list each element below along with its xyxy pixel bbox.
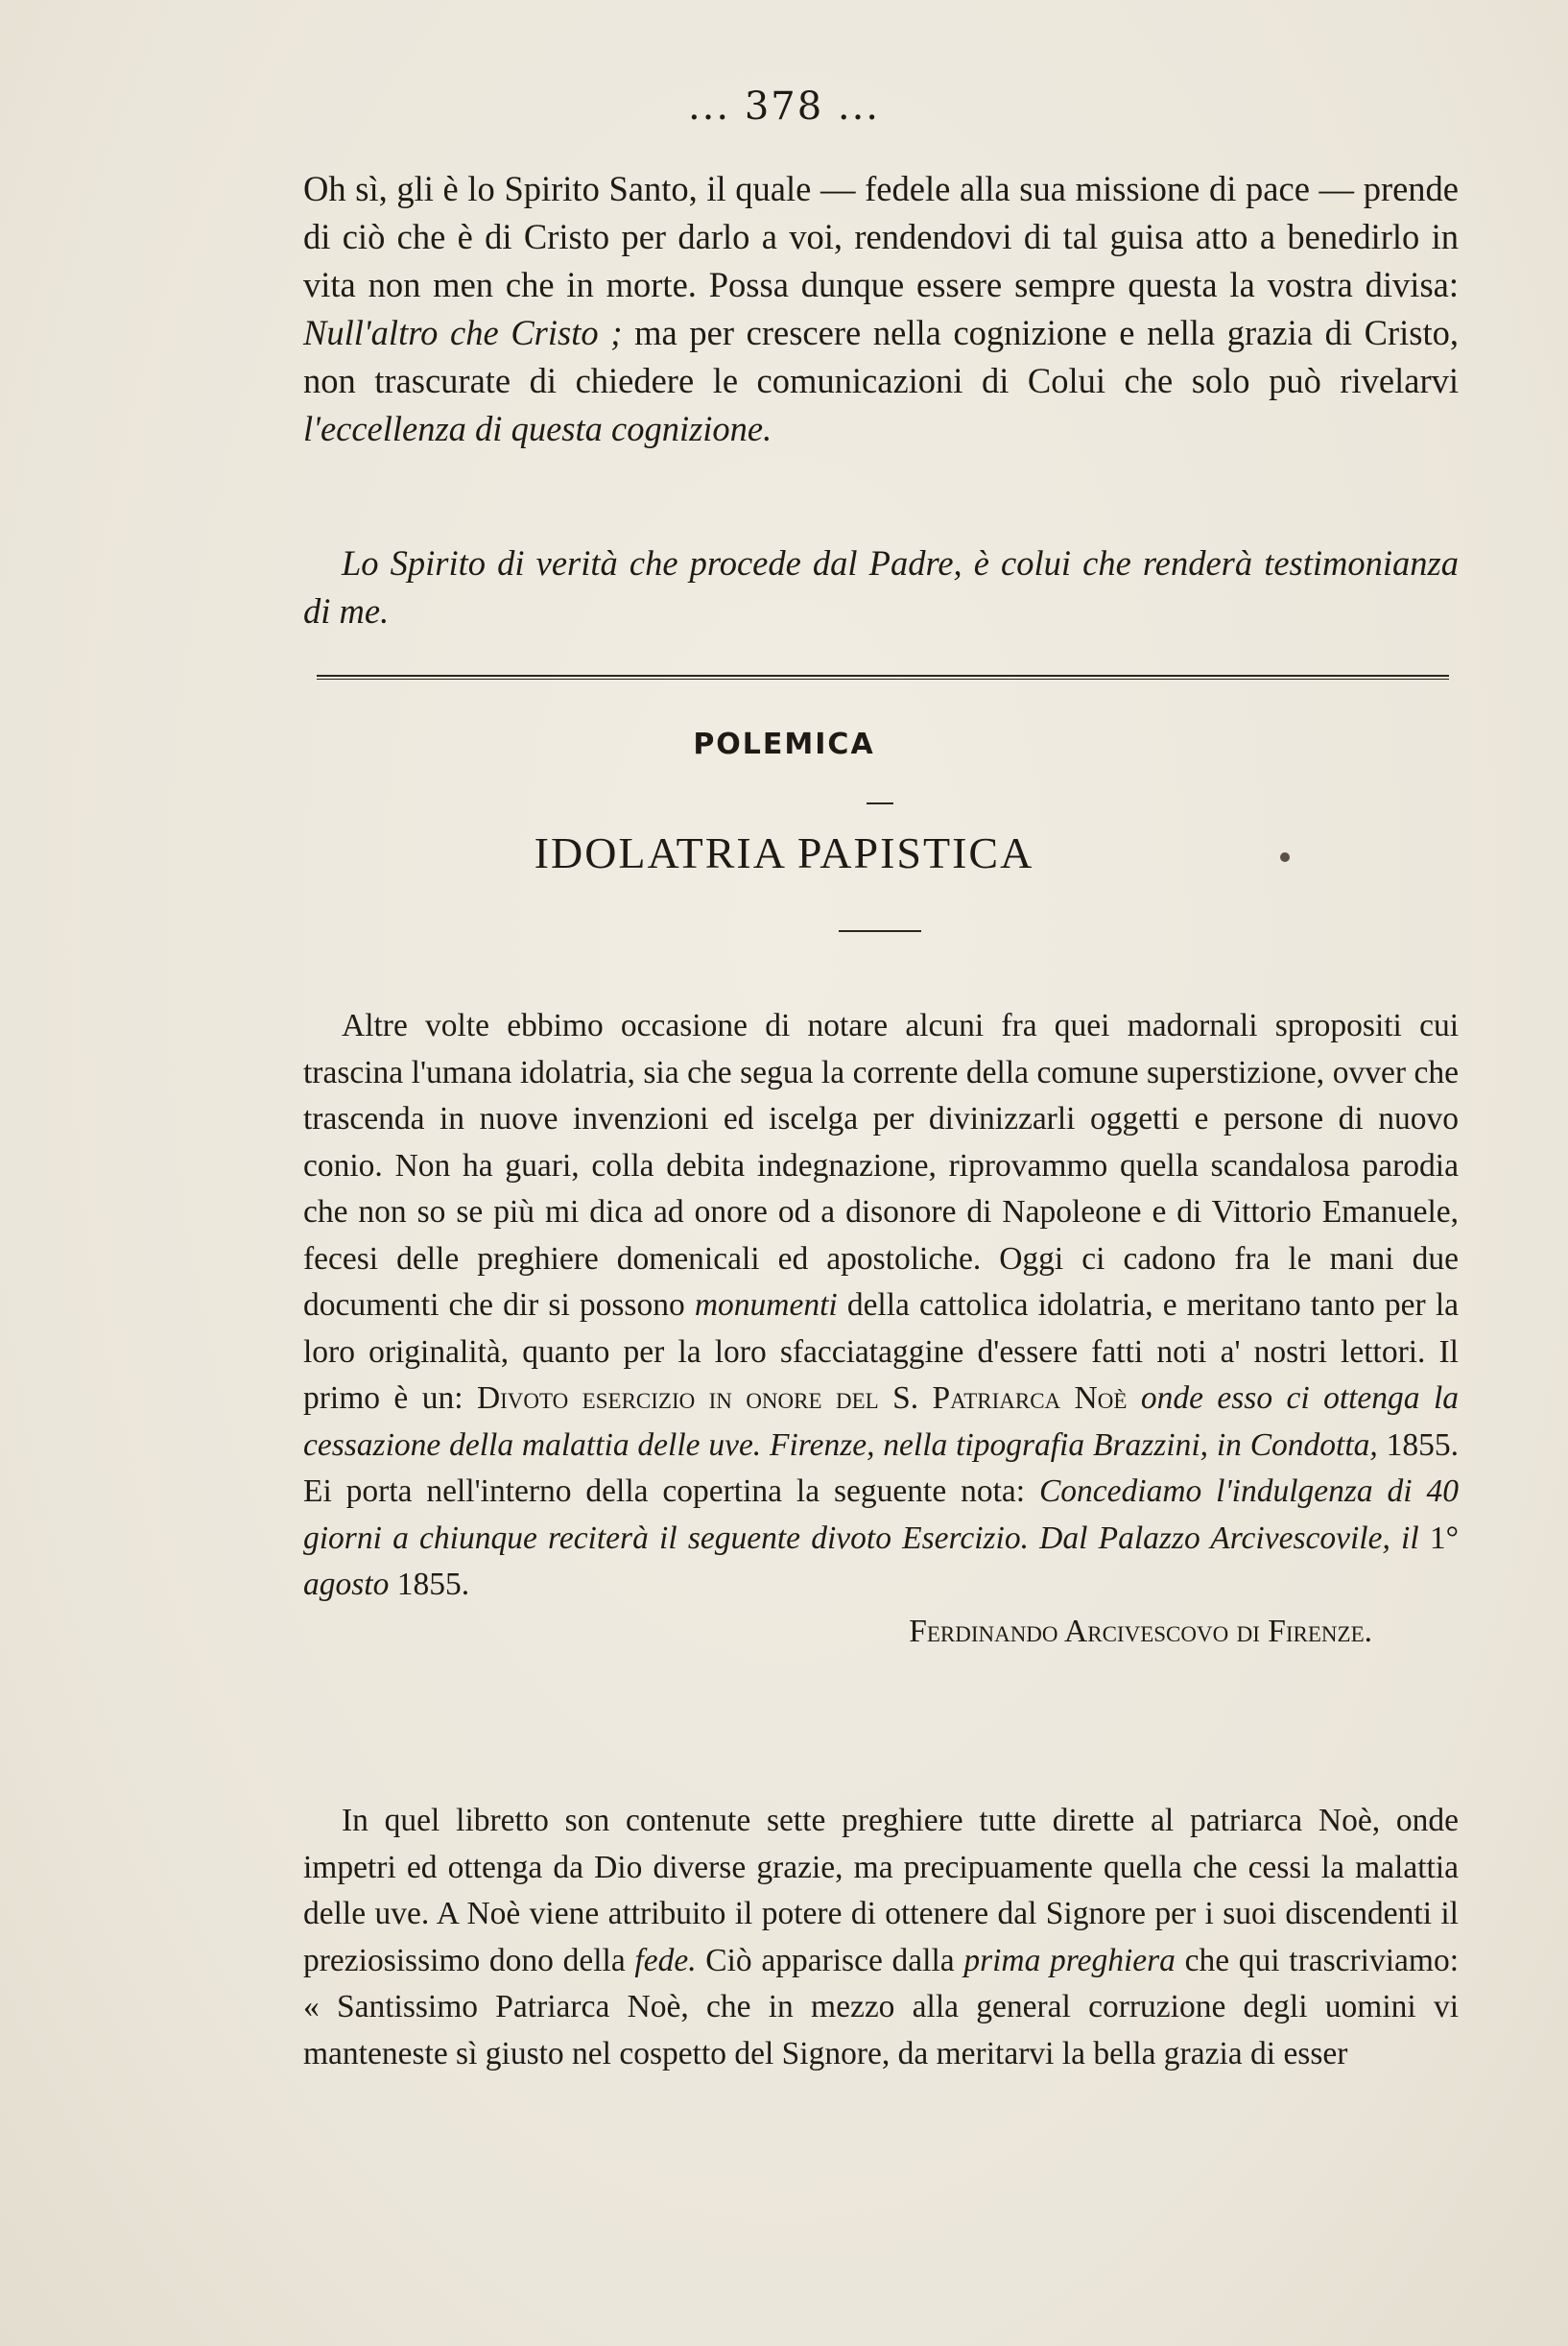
body-text: che qui trascriviamo: « Santissimo Patriarca Noè, che in mezzo alla general corruzione degli uomini vi manteneste sì giusto nel cospetto del Signore, da meritarvi la bella grazia di esser	[303, 1942, 1460, 2071]
italic-term: fede.	[634, 1942, 697, 1978]
scripture-quote	[303, 539, 1459, 635]
heading-dash	[867, 802, 893, 804]
paragraph-end: l'eccellenza di questa cognizione.	[303, 409, 772, 448]
body-text: Ei porta nell'interno della copertina la seguente nota:	[303, 1473, 1026, 1509]
quote-text: Lo Spirito di verità che procede dal Padre, è colui che renderà testimonianza di me.	[303, 543, 1459, 631]
section-divider	[317, 675, 1449, 680]
signature: Ferdinando Arcivescovo di Firenze.	[909, 1613, 1372, 1649]
body-text: della cattolica idolatria, e meritano tanto per la loro originalità, quanto per la loro sfacciataggine d'essere fatti noti a' nostri lettori. Il primo è un:	[303, 1287, 1459, 1416]
body-text: In quel libretto son contenute sette preghiere tutte dirette al patriarca Noè, onde impetri ed ottenga da Dio diverse grazie, ma precipuamente quella che cessi la malattia delle uve. A Noè viene attribuito il potere di ottenere dal Signore per i suoi discendenti il preziosissimo dono della	[303, 1803, 1459, 1978]
paragraph-text: Oh sì, gli è lo Spirito Santo, il quale — fedele alla sua missione di pace — prende di ciò che è di Cristo per darlo a voi, rendendovi di tal guisa atto a benedirlo in vita non men che in morte. Possa dunque essere sempre questa la vostra divisa:	[303, 169, 1459, 304]
article-body	[303, 1003, 1459, 1655]
ink-blot	[1280, 852, 1290, 862]
article-body-2	[303, 1798, 1459, 2077]
note-date-year: 1855.	[396, 1567, 470, 1602]
closing-paragraph	[303, 165, 1459, 453]
book-year: 1855.	[1386, 1426, 1459, 1463]
paragraph-text-cont: ma per crescere nella cognizione e nella grazia di Cristo, non trascurate di chiedere le comunicazioni di Colui che solo può rivelarvi	[303, 313, 1460, 400]
body-text: Altre volte ebbimo occasione di notare alcuni fra quei madornali spropositi cui trascina l'umana idolatria, sia che segua la corrente della comune superstizione, ovver che trascenda in nuove invenzioni ed iscelga per divinizzarli oggetti e persone di nuovo conio. Non ha guari, colla debita indegnazione, riprovammo quella scandalosa parodia che non so se più mi dica ad onore od a disonore di Napoleone e di Vittorio Emanuele, fecesi delle preghiere domenicali ed apostoliche. Oggi ci cadono fra le mani due documenti che dir si possono	[303, 1008, 1459, 1323]
page-number: ... 378 ...	[687, 84, 881, 129]
note-date-num: 1°	[1429, 1520, 1460, 1556]
book-subtitle: onde esso ci ottenga la cessazione della malattia delle uve. Firenze, nella tipografia Brazzini, in Condotta,	[303, 1380, 1460, 1463]
section-heading: POLEMICA	[693, 728, 875, 761]
body-text: Ciò apparisce dalla	[705, 1942, 955, 1978]
title-rule	[839, 930, 921, 932]
article-title: IDOLATRIA PAPISTICA	[534, 828, 1034, 877]
book-title: Divoto esercizio in onore del S. Patriarca Noè	[476, 1380, 1128, 1416]
italic-term: prima preghiera	[963, 1942, 1176, 1978]
italic-term: monumenti	[694, 1287, 838, 1323]
motto-text: Null'altro che Cristo ;	[303, 313, 623, 352]
indulgence-note: Concediamo l'indulgenza di 40 giorni a chiunque reciterà il seguente divoto Esercizio. Dal Palazzo Arcivescovile, il	[303, 1473, 1459, 1556]
note-date: agosto	[303, 1567, 390, 1602]
